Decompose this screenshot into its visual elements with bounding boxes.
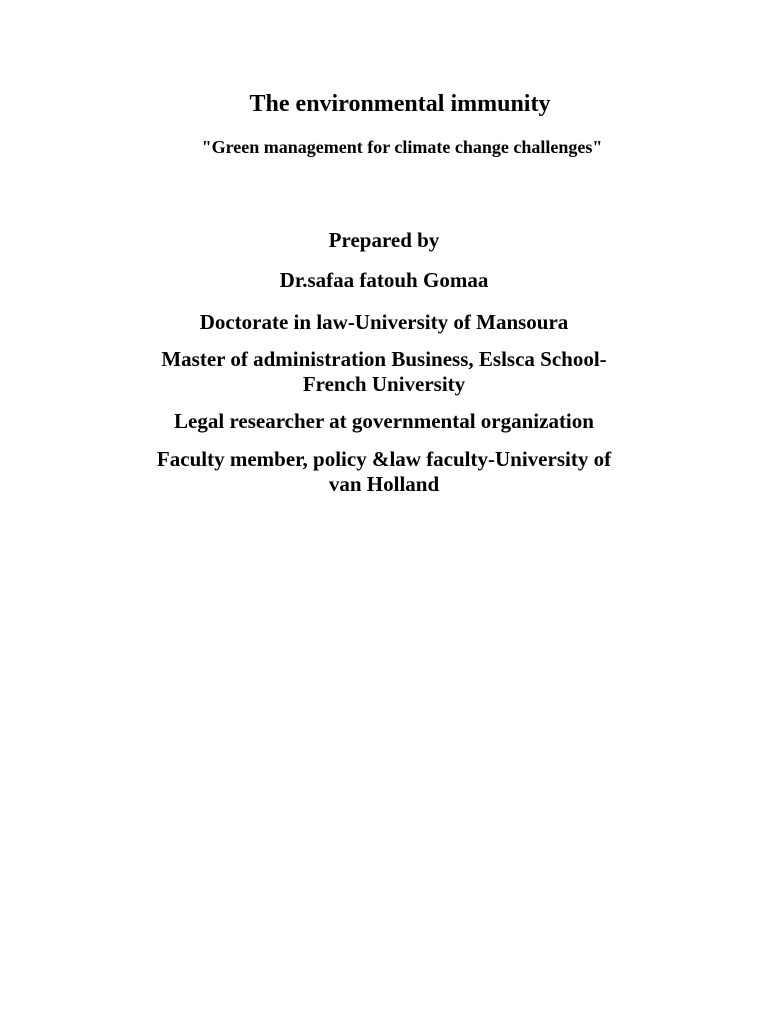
author-name: Dr.safaa fatouh Gomaa bbox=[279, 268, 489, 292]
document-subtitle: "Green management for climate change challenges" bbox=[201, 137, 603, 157]
document-title: The environmental immunity bbox=[249, 91, 551, 117]
credential-faculty-line-1: Faculty member, policy &law faculty-University of bbox=[156, 447, 612, 471]
prepared-by-label: Prepared by bbox=[328, 228, 440, 252]
credential-position: Legal researcher at governmental organization bbox=[174, 409, 594, 433]
credential-doctorate: Doctorate in law-University of Mansoura bbox=[199, 310, 569, 334]
credential-master-line-2: French University bbox=[302, 372, 466, 396]
credential-master-line-1: Master of administration Business, Eslsca School- bbox=[161, 347, 607, 371]
credential-faculty-line-2: van Holland bbox=[328, 472, 440, 496]
